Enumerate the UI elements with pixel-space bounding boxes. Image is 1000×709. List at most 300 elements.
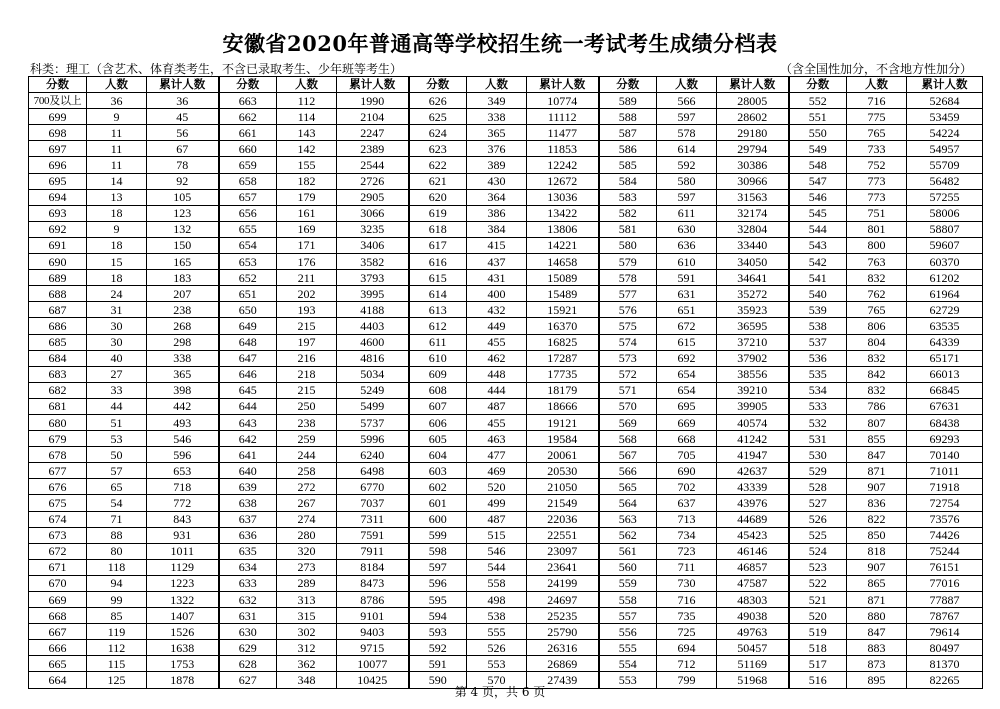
score-cell: 663 [219, 93, 277, 109]
count-cell: 469 [467, 463, 527, 479]
cumulative-cell: 18179 [527, 382, 599, 398]
score-cell: 538 [789, 318, 847, 334]
count-cell: 274 [277, 511, 337, 527]
score-cell: 542 [789, 254, 847, 270]
score-cell: 612 [409, 318, 467, 334]
count-cell: 702 [657, 479, 717, 495]
count-cell: 871 [847, 463, 907, 479]
cumulative-cell: 26316 [527, 640, 599, 656]
score-cell: 624 [409, 125, 467, 141]
table-row [29, 382, 983, 398]
cumulative-cell: 1407 [147, 608, 219, 624]
table-row [29, 366, 983, 382]
count-cell: 30 [87, 334, 147, 350]
count-cell: 179 [277, 189, 337, 205]
count-cell: 690 [657, 463, 717, 479]
cumulative-cell: 18666 [527, 398, 599, 414]
count-cell: 765 [847, 125, 907, 141]
score-cell: 682 [29, 382, 87, 398]
score-cell: 634 [219, 559, 277, 575]
cumulative-cell: 50457 [717, 640, 789, 656]
cumulative-cell: 78 [147, 157, 219, 173]
count-cell: 765 [847, 302, 907, 318]
count-cell: 615 [657, 334, 717, 350]
score-cell: 640 [219, 463, 277, 479]
count-cell: 13 [87, 189, 147, 205]
count-cell: 733 [847, 141, 907, 157]
cumulative-cell: 69293 [907, 431, 983, 447]
count-cell: 51 [87, 414, 147, 430]
score-cell: 694 [29, 189, 87, 205]
score-cell: 645 [219, 382, 277, 398]
count-cell: 806 [847, 318, 907, 334]
count-cell: 807 [847, 414, 907, 430]
score-cell: 683 [29, 366, 87, 382]
cumulative-cell: 32174 [717, 205, 789, 221]
score-cell: 613 [409, 302, 467, 318]
cumulative-cell: 3406 [337, 237, 409, 253]
score-cell: 678 [29, 447, 87, 463]
count-cell: 118 [87, 559, 147, 575]
score-cell: 543 [789, 237, 847, 253]
score-cell: 533 [789, 398, 847, 414]
cumulative-cell: 105 [147, 189, 219, 205]
count-cell: 775 [847, 109, 907, 125]
cumulative-cell: 6770 [337, 479, 409, 495]
cumulative-cell: 183 [147, 270, 219, 286]
count-cell: 211 [277, 270, 337, 286]
count-cell: 631 [657, 286, 717, 302]
cumulative-cell: 13036 [527, 189, 599, 205]
count-cell: 597 [657, 189, 717, 205]
score-cell: 654 [219, 237, 277, 253]
cumulative-cell: 37902 [717, 350, 789, 366]
cumulative-cell: 1223 [147, 575, 219, 591]
score-cell: 599 [409, 527, 467, 543]
cumulative-cell: 1753 [147, 656, 219, 672]
score-cell: 609 [409, 366, 467, 382]
cumulative-cell: 22036 [527, 511, 599, 527]
cumulative-cell: 32804 [717, 221, 789, 237]
cumulative-cell: 718 [147, 479, 219, 495]
count-cell: 832 [847, 270, 907, 286]
score-cell: 695 [29, 173, 87, 189]
count-cell: 114 [277, 109, 337, 125]
table-row [29, 318, 983, 334]
score-cell: 646 [219, 366, 277, 382]
count-cell: 669 [657, 414, 717, 430]
cumulative-cell: 931 [147, 527, 219, 543]
score-cell: 626 [409, 93, 467, 109]
score-cell: 665 [29, 656, 87, 672]
cumulative-cell: 2544 [337, 157, 409, 173]
cumulative-cell: 11112 [527, 109, 599, 125]
cumulative-cell: 55709 [907, 157, 983, 173]
cumulative-cell: 70140 [907, 447, 983, 463]
count-cell: 65 [87, 479, 147, 495]
cumulative-cell: 3793 [337, 270, 409, 286]
score-cell: 566 [599, 463, 657, 479]
count-cell: 302 [277, 624, 337, 640]
table-row [29, 495, 983, 511]
score-cell: 570 [599, 398, 657, 414]
cumulative-cell: 8786 [337, 592, 409, 608]
score-cell: 648 [219, 334, 277, 350]
score-cell: 637 [219, 511, 277, 527]
table-row [29, 559, 983, 575]
cumulative-cell: 7037 [337, 495, 409, 511]
count-cell: 33 [87, 382, 147, 398]
score-cell: 652 [219, 270, 277, 286]
cumulative-cell: 6240 [337, 447, 409, 463]
count-cell: 71 [87, 511, 147, 527]
cumulative-cell: 45 [147, 109, 219, 125]
score-cell: 656 [219, 205, 277, 221]
cumulative-cell: 19121 [527, 414, 599, 430]
count-cell: 630 [657, 221, 717, 237]
cumulative-cell: 5034 [337, 366, 409, 382]
count-cell: 566 [657, 93, 717, 109]
table-row [29, 608, 983, 624]
table-row [29, 302, 983, 318]
score-cell: 550 [789, 125, 847, 141]
cumulative-cell: 10774 [527, 93, 599, 109]
score-cell: 545 [789, 205, 847, 221]
count-cell: 197 [277, 334, 337, 350]
count-cell: 315 [277, 608, 337, 624]
score-cell: 603 [409, 463, 467, 479]
score-cell: 562 [599, 527, 657, 543]
cumulative-cell: 4600 [337, 334, 409, 350]
count-cell: 477 [467, 447, 527, 463]
score-cell: 658 [219, 173, 277, 189]
cumulative-cell: 72754 [907, 495, 983, 511]
page-footer: 第 4 页，共 6 页 [454, 685, 546, 699]
count-cell: 455 [467, 334, 527, 350]
score-cell: 627 [219, 672, 277, 688]
cumulative-cell: 1878 [147, 672, 219, 688]
score-cell: 531 [789, 431, 847, 447]
score-cell: 540 [789, 286, 847, 302]
score-cell: 580 [599, 237, 657, 253]
count-cell: 14 [87, 173, 147, 189]
cumulative-cell: 45423 [717, 527, 789, 543]
count-header: 人数 [847, 77, 907, 93]
score-cell: 535 [789, 366, 847, 382]
score-cell: 667 [29, 624, 87, 640]
score-cell: 655 [219, 221, 277, 237]
cumulative-cell: 23641 [527, 559, 599, 575]
cumulative-cell: 11477 [527, 125, 599, 141]
score-cell: 684 [29, 350, 87, 366]
cumulative-cell: 20061 [527, 447, 599, 463]
score-cell: 607 [409, 398, 467, 414]
table-row [29, 398, 983, 414]
score-cell: 547 [789, 173, 847, 189]
cumulative-cell: 27439 [527, 672, 599, 688]
count-cell: 348 [277, 672, 337, 688]
count-cell: 250 [277, 398, 337, 414]
cumulative-cell: 41242 [717, 431, 789, 447]
score-cell: 591 [409, 656, 467, 672]
score-cell: 521 [789, 592, 847, 608]
count-cell: 273 [277, 559, 337, 575]
score-cell: 561 [599, 543, 657, 559]
score-cell: 569 [599, 414, 657, 430]
score-cell: 660 [219, 141, 277, 157]
score-cell: 647 [219, 350, 277, 366]
score-cell: 553 [599, 672, 657, 688]
cumulative-cell: 76151 [907, 559, 983, 575]
cumulative-cell: 398 [147, 382, 219, 398]
count-cell: 763 [847, 254, 907, 270]
count-cell: 654 [657, 366, 717, 382]
cumulative-cell: 1011 [147, 543, 219, 559]
cumulative-cell: 67 [147, 141, 219, 157]
cumulative-cell: 22551 [527, 527, 599, 543]
count-cell: 215 [277, 318, 337, 334]
count-cell: 449 [467, 318, 527, 334]
cumulative-cell: 165 [147, 254, 219, 270]
count-cell: 751 [847, 205, 907, 221]
cumulative-cell: 68438 [907, 414, 983, 430]
score-cell: 631 [219, 608, 277, 624]
score-cell: 573 [599, 350, 657, 366]
count-cell: 520 [467, 479, 527, 495]
cumulative-cell: 37210 [717, 334, 789, 350]
score-cell: 563 [599, 511, 657, 527]
cumulative-cell: 62729 [907, 302, 983, 318]
cumulative-cell: 43976 [717, 495, 789, 511]
count-cell: 15 [87, 254, 147, 270]
score-cell: 532 [789, 414, 847, 430]
score-cell: 548 [789, 157, 847, 173]
score-cell: 643 [219, 414, 277, 430]
score-cell: 534 [789, 382, 847, 398]
count-header: 人数 [277, 77, 337, 93]
cumulative-cell: 44689 [717, 511, 789, 527]
cumulative-header: 累计人数 [717, 77, 789, 93]
score-distribution-table [28, 76, 983, 689]
score-cell: 625 [409, 109, 467, 125]
score-cell: 527 [789, 495, 847, 511]
score-cell: 629 [219, 640, 277, 656]
score-cell: 688 [29, 286, 87, 302]
count-cell: 384 [467, 221, 527, 237]
cumulative-cell: 17287 [527, 350, 599, 366]
cumulative-cell: 15489 [527, 286, 599, 302]
score-cell: 668 [29, 608, 87, 624]
score-cell: 518 [789, 640, 847, 656]
cumulative-cell: 11853 [527, 141, 599, 157]
count-cell: 11 [87, 125, 147, 141]
count-cell: 487 [467, 398, 527, 414]
cumulative-cell: 17735 [527, 366, 599, 382]
bonus-points-note: （含全国性加分，不含地方性加分） [779, 62, 972, 76]
cumulative-cell: 49038 [717, 608, 789, 624]
score-cell: 581 [599, 221, 657, 237]
score-cell: 539 [789, 302, 847, 318]
count-cell: 176 [277, 254, 337, 270]
cumulative-cell: 51169 [717, 656, 789, 672]
score-cell: 649 [219, 318, 277, 334]
cumulative-cell: 9403 [337, 624, 409, 640]
count-cell: 238 [277, 414, 337, 430]
table-row [29, 350, 983, 366]
count-cell: 873 [847, 656, 907, 672]
count-cell: 672 [657, 318, 717, 334]
cumulative-cell: 29794 [717, 141, 789, 157]
count-cell: 40 [87, 350, 147, 366]
cumulative-cell: 19584 [527, 431, 599, 447]
count-cell: 871 [847, 592, 907, 608]
score-cell: 687 [29, 302, 87, 318]
cumulative-cell: 29180 [717, 125, 789, 141]
cumulative-cell: 493 [147, 414, 219, 430]
cumulative-cell: 47587 [717, 575, 789, 591]
count-cell: 171 [277, 237, 337, 253]
score-cell: 584 [599, 173, 657, 189]
score-cell: 674 [29, 511, 87, 527]
score-cell: 604 [409, 447, 467, 463]
score-cell: 619 [409, 205, 467, 221]
count-cell: 182 [277, 173, 337, 189]
count-cell: 258 [277, 463, 337, 479]
cumulative-cell: 5249 [337, 382, 409, 398]
table-row [29, 109, 983, 125]
table-row [29, 125, 983, 141]
count-cell: 907 [847, 479, 907, 495]
score-cell: 666 [29, 640, 87, 656]
count-cell: 57 [87, 463, 147, 479]
count-cell: 546 [467, 543, 527, 559]
score-cell: 541 [789, 270, 847, 286]
score-cell: 575 [599, 318, 657, 334]
cumulative-cell: 1322 [147, 592, 219, 608]
count-cell: 832 [847, 382, 907, 398]
score-cell: 641 [219, 447, 277, 463]
cumulative-cell: 58006 [907, 205, 983, 221]
cumulative-header: 累计人数 [147, 77, 219, 93]
cumulative-cell: 25235 [527, 608, 599, 624]
count-cell: 44 [87, 398, 147, 414]
count-cell: 259 [277, 431, 337, 447]
count-cell: 320 [277, 543, 337, 559]
count-cell: 462 [467, 350, 527, 366]
count-cell: 463 [467, 431, 527, 447]
cumulative-cell: 2104 [337, 109, 409, 125]
score-cell: 610 [409, 350, 467, 366]
cumulative-cell: 59607 [907, 237, 983, 253]
cumulative-cell: 4188 [337, 302, 409, 318]
score-cell: 676 [29, 479, 87, 495]
count-cell: 578 [657, 125, 717, 141]
score-cell: 549 [789, 141, 847, 157]
count-cell: 53 [87, 431, 147, 447]
cumulative-cell: 8184 [337, 559, 409, 575]
score-cell: 698 [29, 125, 87, 141]
count-cell: 487 [467, 511, 527, 527]
score-cell: 519 [789, 624, 847, 640]
cumulative-cell: 56 [147, 125, 219, 141]
cumulative-cell: 24199 [527, 575, 599, 591]
score-cell: 673 [29, 527, 87, 543]
cumulative-cell: 56482 [907, 173, 983, 189]
count-cell: 31 [87, 302, 147, 318]
page-title: 安徽省2020年普通高等学校招生统一考试考生成绩分档表 [222, 31, 778, 56]
cumulative-cell: 42637 [717, 463, 789, 479]
cumulative-cell: 35272 [717, 286, 789, 302]
score-cell: 686 [29, 318, 87, 334]
count-cell: 804 [847, 334, 907, 350]
count-cell: 193 [277, 302, 337, 318]
score-cell: 568 [599, 431, 657, 447]
cumulative-cell: 54224 [907, 125, 983, 141]
cumulative-cell: 16825 [527, 334, 599, 350]
table-row [29, 656, 983, 672]
cumulative-cell: 3995 [337, 286, 409, 302]
cumulative-cell: 6498 [337, 463, 409, 479]
cumulative-cell: 36595 [717, 318, 789, 334]
cumulative-header: 累计人数 [907, 77, 983, 93]
cumulative-cell: 3066 [337, 205, 409, 221]
count-cell: 119 [87, 624, 147, 640]
count-cell: 800 [847, 237, 907, 253]
subject-category-note: 科类：理工（含艺术、体育类考生，不含已录取考生、少年班等考生） [30, 62, 403, 76]
count-cell: 24 [87, 286, 147, 302]
count-cell: 386 [467, 205, 527, 221]
count-cell: 430 [467, 173, 527, 189]
cumulative-cell: 9101 [337, 608, 409, 624]
count-cell: 455 [467, 414, 527, 430]
cumulative-cell: 49763 [717, 624, 789, 640]
table-row [29, 173, 983, 189]
cumulative-cell: 268 [147, 318, 219, 334]
score-header: 分数 [219, 77, 277, 93]
count-cell: 538 [467, 608, 527, 624]
count-cell: 432 [467, 302, 527, 318]
cumulative-cell: 13806 [527, 221, 599, 237]
cumulative-cell: 54957 [907, 141, 983, 157]
score-cell: 565 [599, 479, 657, 495]
count-cell: 555 [467, 624, 527, 640]
count-cell: 272 [277, 479, 337, 495]
score-cell: 593 [409, 624, 467, 640]
cumulative-header: 累计人数 [527, 77, 599, 93]
cumulative-cell: 63535 [907, 318, 983, 334]
score-cell: 642 [219, 431, 277, 447]
count-cell: 112 [277, 93, 337, 109]
count-cell: 711 [657, 559, 717, 575]
table-row [29, 527, 983, 543]
cumulative-cell: 1990 [337, 93, 409, 109]
cumulative-cell: 23097 [527, 543, 599, 559]
cumulative-cell: 74426 [907, 527, 983, 543]
count-cell: 716 [657, 592, 717, 608]
score-cell: 528 [789, 479, 847, 495]
count-cell: 610 [657, 254, 717, 270]
score-cell: 574 [599, 334, 657, 350]
count-cell: 267 [277, 495, 337, 511]
cumulative-cell: 2726 [337, 173, 409, 189]
score-cell: 592 [409, 640, 467, 656]
count-cell: 801 [847, 221, 907, 237]
score-cell: 524 [789, 543, 847, 559]
cumulative-cell: 66845 [907, 382, 983, 398]
cumulative-cell: 4403 [337, 318, 409, 334]
cumulative-cell: 1638 [147, 640, 219, 656]
count-cell: 216 [277, 350, 337, 366]
